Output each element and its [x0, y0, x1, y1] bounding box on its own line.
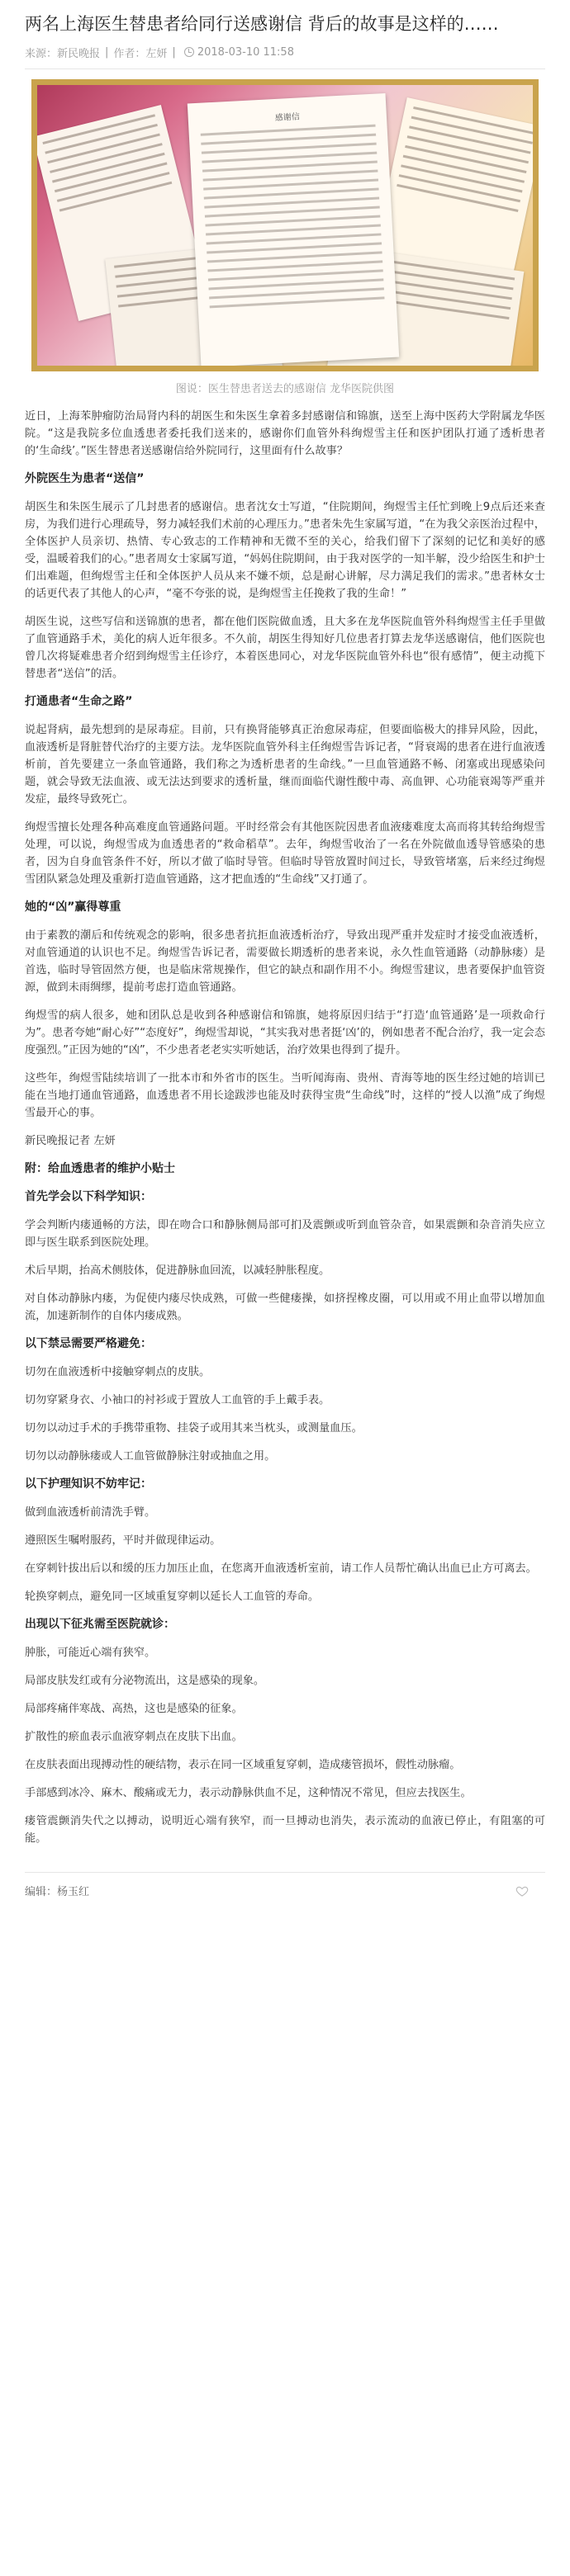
paragraph: 肿胀，可能近心端有狭窄。	[25, 1647, 156, 1659]
paragraph: 扩散性的瘀血表示血液穿刺点在皮肤下出血。	[25, 1731, 243, 1743]
paragraph: 局部皮肤发红或有分泌物流出，这是感染的现象。	[25, 1675, 265, 1687]
paragraph: 切勿以动静脉瘘或人工血管做静脉注射或抽血之用。	[25, 1450, 276, 1463]
paragraph: 瘘管震颤消失代之以搏动，说明近心端有狭窄，而一旦搏动也消失，表示流动的血液已停止，有阻塞的可能。	[25, 1815, 545, 1845]
author-label: 作者：左妍	[113, 47, 168, 60]
section-heading: 打通患者“生命之路”	[25, 695, 133, 708]
thank-you-letter	[188, 93, 399, 366]
source-label: 来源：新民晚报	[25, 47, 101, 60]
paragraph: 绚煜雪的病人很多，她和团队总是收到各种感谢信和锦旗，她将原因归结于“打造‘血管通路’是一项救命行为”。患者夸她“耐心好”“态度好”，绚煜雪却说，“其实我对患者挺‘凶’的，例如患者不配合治疗，我一定会态度强烈。”正因为她的“凶”，不少患者老老实实听她话，治疗效果也得到了提升。	[25, 1009, 545, 1056]
paragraph: 在皮肤表面出现搏动性的硬结物，表示在同一区域重复穿刺，造成瘘管损坏，假性动脉瘤。	[25, 1759, 461, 1771]
article-body	[25, 408, 545, 1847]
paragraph: 由于素教的潮后和传统观念的影响，很多患者抗拒血液透析治疗，导致出现严重并发症时才接受血液透析，对血管通道的认识也不足。绚煜雪告诉记者，需要做长期透析的患者来说，永久性血管通路（动静脉瘘）是首选，临时导管固然方便，也是临床常规操作，但它的缺点和副作用不小。绚煜雪建议，患者要保护血管资源，做到未雨绸缪，提前考虑打造血管通路。	[25, 929, 545, 994]
paragraph: 近日，上海苯肿瘤防治局肾内科的胡医生和朱医生拿着多封感谢信和锦旗，送至上海中医药大学附属龙华医院。“这是我院多位血透患者委托我们送来的，感谢你们血管外科绚煜雪主任和医护团队打通了透析患者的‘生命线’。”医生替患者送感谢信给外院同行，这里面有什么故事？	[25, 410, 545, 457]
meta-separator: |	[105, 45, 109, 59]
clock-icon	[184, 47, 194, 57]
paragraph: 绚煜雪擅长处理各种高难度血管通路问题。平时经常会有其他医院因患者血液瘘难度太高而将其转给绚煜雪处理，可以说，绚煜雪成为血透患者的“救命稻草”。去年，绚煜雪收治了一名在外院做血透导管感染的患者，因为自身血管条件不好，所以才做了临时导管。但临时导管放置时间过长，导致管堵塞，后来经过绚煜雪团队紧急处理及重新打造血管通路，这才把血透的“生命线”又打通了。	[25, 821, 545, 886]
publish-date: 2018-03-10 11:58	[197, 45, 294, 59]
paragraph: 对自体动静脉内瘘，为促使内瘘尽快成熟，可做一些健瘘操，如挤捏橡皮圈，可以用或不用止血带以增加血流，加速新制作的自体内瘘成熟。	[25, 1293, 545, 1322]
section-heading: 附：给血透患者的维护小贴士	[25, 1162, 175, 1175]
meta-separator: |	[172, 45, 176, 59]
heart-icon	[515, 1884, 529, 1898]
section-heading: 以下护理知识不妨牢记：	[25, 1477, 152, 1491]
paragraph: 做到血液透析前清洗手臂。	[25, 1506, 156, 1519]
paragraph: 遵照医生嘱咐服药，平时并做现律运动。	[25, 1534, 221, 1547]
section-heading: 外院医生为患者“送信”	[25, 472, 145, 485]
paragraph: 切勿以动过手术的手携带重物、挂袋子或用其来当枕头，或测量血压。	[25, 1422, 363, 1435]
paragraph: 学会判断内瘘通畅的方法，即在吻合口和静脉侧局部可扪及震颤或听到血管杂音，如果震颤和杂音消失应立即与医生联系到医院处理。	[25, 1219, 545, 1249]
paragraph: 切勿在血液透析中接触穿刺点的皮肤。	[25, 1366, 211, 1378]
paragraph: 在穿刺针拔出后以和缓的压力加压止血，在您离开血液透析室前，请工作人员帮忙确认出血已止方可离去。	[25, 1562, 537, 1575]
editor-label: 编辑：杨玉红	[25, 1886, 90, 1898]
letter-heading: 感谢信	[274, 112, 301, 123]
section-heading: 她的“凶”赢得尊重	[25, 900, 121, 914]
paragraph: 胡医生和朱医生展示了几封患者的感谢信。患者沈女士写道，“住院期间，绚煜雪主任忙到晚上9点后还来查房，为我们进行心理疏导，努力减轻我们术前的心理压力。”患者朱先生家属写道，“在为我父亲医治过程中，全体医护人员亲切、热情、专心致志的工作精神和无微不至的关心，给我们留下了深刻的记忆和美好的感受，温暖着我们的心。”患者周女士家属写道，“妈妈住院期间，由于我对医学的一知半解，没少给医生和护士们出难题，但绚煜雪主任和全体医护人员从来不嫌不烦，总是耐心讲解，尽力满足我们的需求。”患者林女士的话更代表了其他人的心声，“毫不夸张的说，是绚煜雪主任挽救了我的生命！”	[25, 501, 545, 600]
paragraph: 术后早期，抬高术侧肢体，促进静脉血回流，以减轻肿胀程度。	[25, 1264, 330, 1277]
paragraph: 胡医生说，这些写信和送锦旗的患者，都在他们医院做血透，且大多在龙华医院血管外科绚煜雪主任手里做了血管通路手术，美化的病人近年很多。不久前，胡医生得知好几位患者打算去龙华送感谢信，他们医院也曾几次将疑难患者介绍到绚煜雪主任诊疗，本着医患同心，对龙华医院血管外科也“很有感情”，便主动揽下替患者“送信”的活。	[25, 616, 545, 680]
paragraph: 轮换穿刺点，避免同一区域重复穿刺以延长人工血管的寿命。	[25, 1591, 320, 1603]
like-button[interactable]	[515, 1884, 529, 1898]
paragraph: 手部感到冰冷、麻木、酸痛或无力，表示动静脉供血不足，这种情况不常见，但应去找医生。	[25, 1787, 472, 1799]
paragraph: 这些年，绚煜雪陆续培训了一批本市和外省市的医生。当听闻海南、贵州、青海等地的医生经过她的培训已能在当地打通血管通路，血透患者不用长途跋涉也能及时获得宝贵“生命线”时，这样的“授人以渔”成了绚煜雪最开心的事。	[25, 1072, 545, 1119]
section-heading: 以下禁忌需要严格避免：	[25, 1337, 152, 1350]
paragraph: 切勿穿紧身衣、小袖口的衬衫或于置放人工血管的手上戴手表。	[25, 1394, 330, 1406]
paragraph: 局部疼痛伴寒战、高热，这也是感染的征象。	[25, 1703, 243, 1715]
paragraph: 说起肾病，最先想到的是尿毒症。目前，只有换肾能够真正治愈尿毒症，但要面临极大的排异风险，因此，血液透析是肾脏替代治疗的主要方法。龙华医院血管外科主任绚煜雪告诉记者，“肾衰竭的患者在进行血液透析前，首先要建立一条血管通路，我们称之为透析患者的生命线。”一旦血管通路不畅、闭塞或出现感染问题，就会导致无法血液、或无法达到要求的透析量，继而面临代谢性酸中毒、高血钾、心功能衰竭等严重并发症，最终导致死亡。	[25, 724, 545, 806]
article-meta	[25, 44, 545, 60]
section-heading: 首先学会以下科学知识：	[25, 1190, 152, 1203]
paragraph: 新民晚报记者 左妍	[25, 1135, 116, 1147]
article-image-thank-you-letters[interactable]	[37, 85, 533, 366]
article-image-frame	[31, 79, 539, 371]
article-footer	[25, 1872, 545, 1908]
image-caption: 图说：医生替患者送去的感谢信 龙华医院供图	[175, 383, 395, 395]
section-heading: 出现以下征兆需至医院就诊：	[25, 1618, 175, 1631]
article-title: 两名上海医生替患者给同行送感谢信 背后的故事是这样的……	[25, 14, 499, 34]
